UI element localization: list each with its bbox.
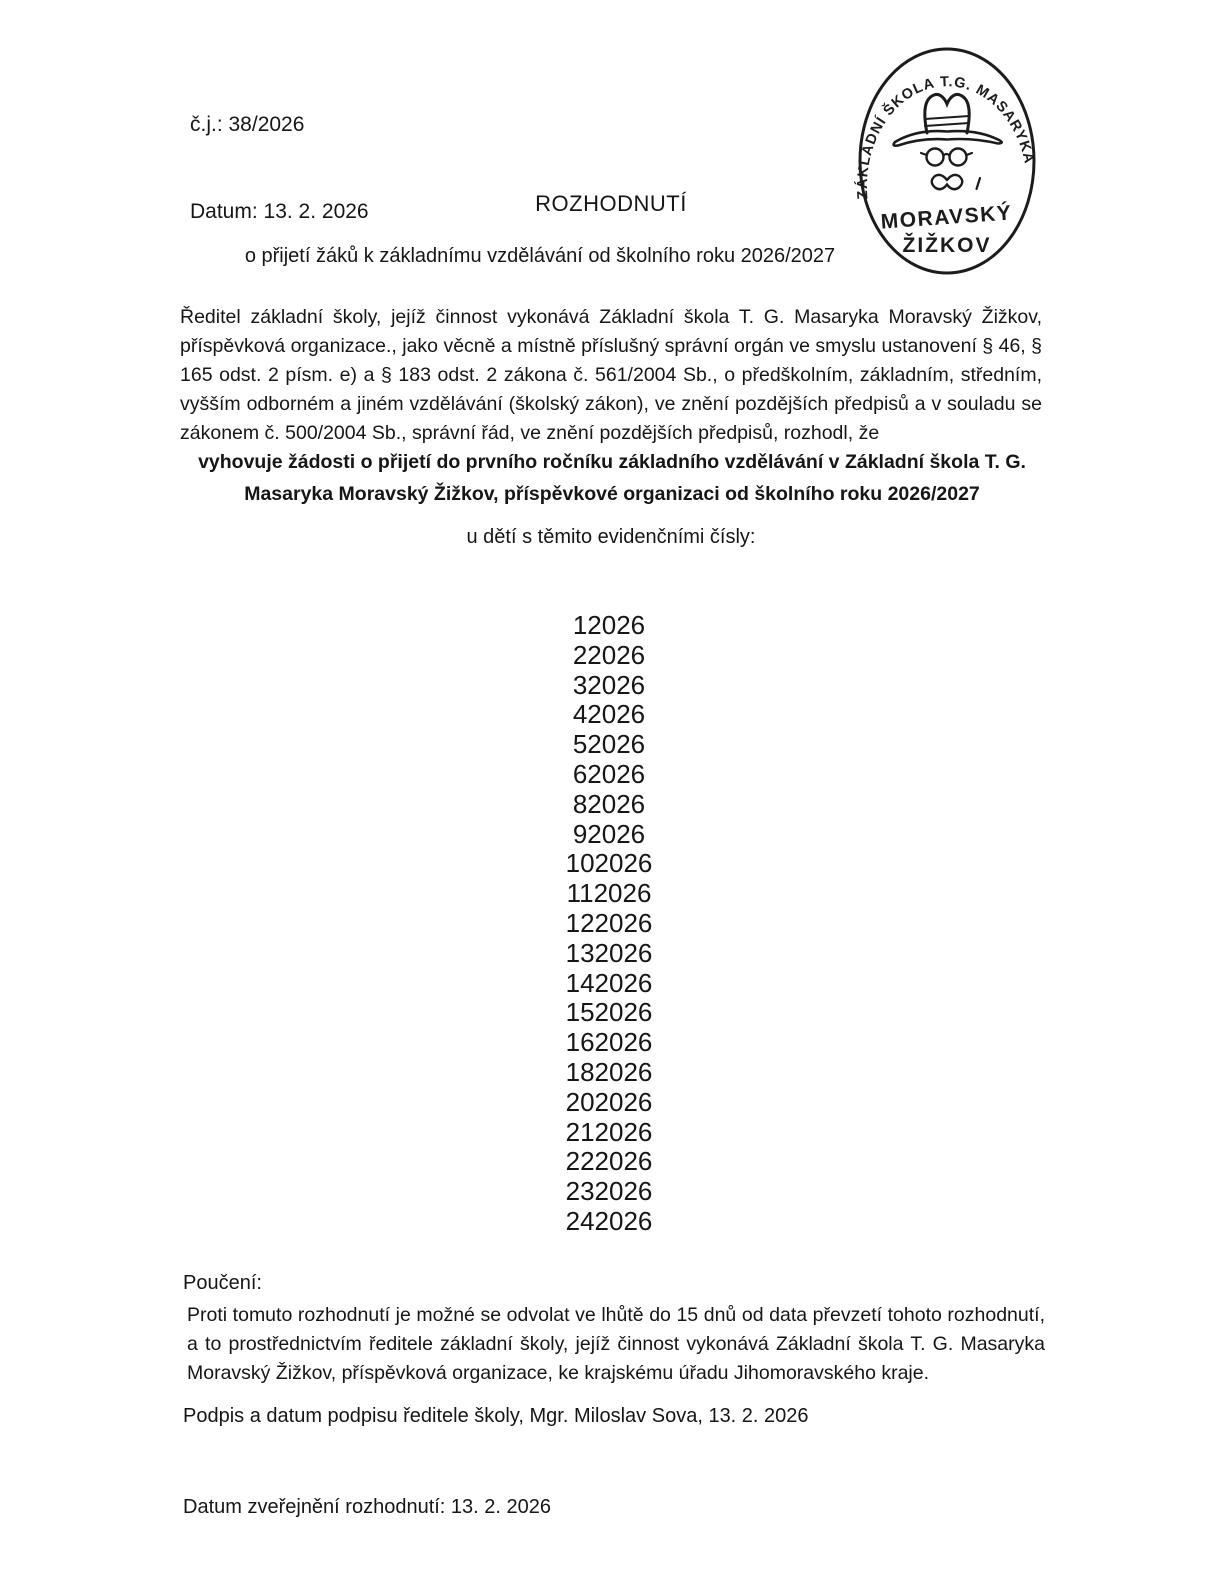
evidence-number-list [180, 611, 1038, 1237]
evidence-number: 92026 [572, 818, 646, 849]
evidence-number: 152026 [565, 997, 653, 1028]
mustache-icon [932, 175, 963, 189]
evidence-number: 122026 [565, 907, 653, 938]
header-date: Datum: 13. 2. 2026 [190, 200, 369, 223]
page-title: ROZHODNUTÍ [535, 191, 687, 216]
publication-date-line: Datum zveřejnění rozhodnutí: 13. 2. 2026 [183, 1496, 552, 1518]
body-paragraph: Ředitel základní školy, jejíž činnost vykonává Základní škola T. G. Masaryka Moravský Žižkov, příspěvková organizace., jako věcně a místně příslušný správní orgán ve smyslu ustanovení § 46, § 165 odst. 2 písm. e) a § 183 odst. 2 zákona č. 561/2004 Sb., o předškolním, základním, středním, vyšším odborném a jiném vzdělávání (školský zákon), ve znění pozdějších předpisů a v souladu se zákonem č. 500/2004 Sb., správní řád, ve znění pozdějších předpisů, rozhodl, že [180, 306, 1042, 444]
evidence-number: 12026 [572, 610, 646, 640]
notice-paragraph: Proti tomuto rozhodnutí je možné se odvolat ve lhůtě do 15 dnů od data převzetí tohoto rozhodnutí, a to prostřednictvím ředitele základní školy, jejíž činnost vykonává Základní škola T. G. Masaryka Moravský Žižkov, příspěvková organizace, ke krajskému úřadu Jihomoravského kraje. [187, 1304, 1045, 1384]
evidence-number: 52026 [572, 729, 646, 760]
notice-heading: Poučení: [183, 1272, 262, 1294]
svg-text:ZÁKLADNÍ ŠKOLA T.G. MASARYKA [854, 74, 1037, 200]
list-intro: u dětí s těmito evidenčními čísly: [466, 526, 756, 548]
logo-arc-text: ZÁKLADNÍ ŠKOLA T.G. MASARYKA [854, 74, 1037, 200]
ref-number: č.j.: 38/2026 [190, 113, 305, 136]
evidence-number: 232026 [565, 1176, 653, 1207]
evidence-number: 242026 [565, 1205, 653, 1236]
decision-statement: vyhovuje žádosti o přijetí do prvního ročníku základního vzdělávání v Základní škola T. G. Masaryka Moravský Žižkov, příspěvkové organizaci od školního roku 2026/2027 [198, 451, 1026, 505]
evidence-number: 42026 [572, 699, 646, 730]
evidence-number: 182026 [565, 1056, 653, 1087]
evidence-number: 222026 [565, 1146, 653, 1177]
logo-town-line2: ŽIŽKOV [902, 234, 992, 257]
page-subtitle: o přijetí žáků k základnímu vzdělávání od školního roku 2026/2027 [244, 245, 836, 267]
evidence-number: 22026 [572, 639, 646, 670]
evidence-number: 112026 [566, 878, 652, 909]
logo-town-line1: MORAVSKÝ [880, 201, 1014, 234]
evidence-number: 202026 [565, 1086, 653, 1117]
evidence-number: 212026 [565, 1116, 653, 1147]
evidence-number: 82026 [572, 788, 646, 819]
evidence-number: 132026 [565, 937, 653, 968]
evidence-number: 142026 [565, 967, 653, 998]
evidence-number: 102026 [565, 848, 653, 879]
hat-icon [925, 94, 969, 133]
evidence-number: 62026 [572, 758, 646, 789]
signature-line: Podpis a datum podpisu ředitele školy, Mgr. Miloslav Sova, 13. 2. 2026 [183, 1405, 809, 1427]
glasses-icon [921, 149, 972, 166]
evidence-number: 32026 [572, 669, 646, 700]
evidence-number: 162026 [565, 1027, 653, 1058]
